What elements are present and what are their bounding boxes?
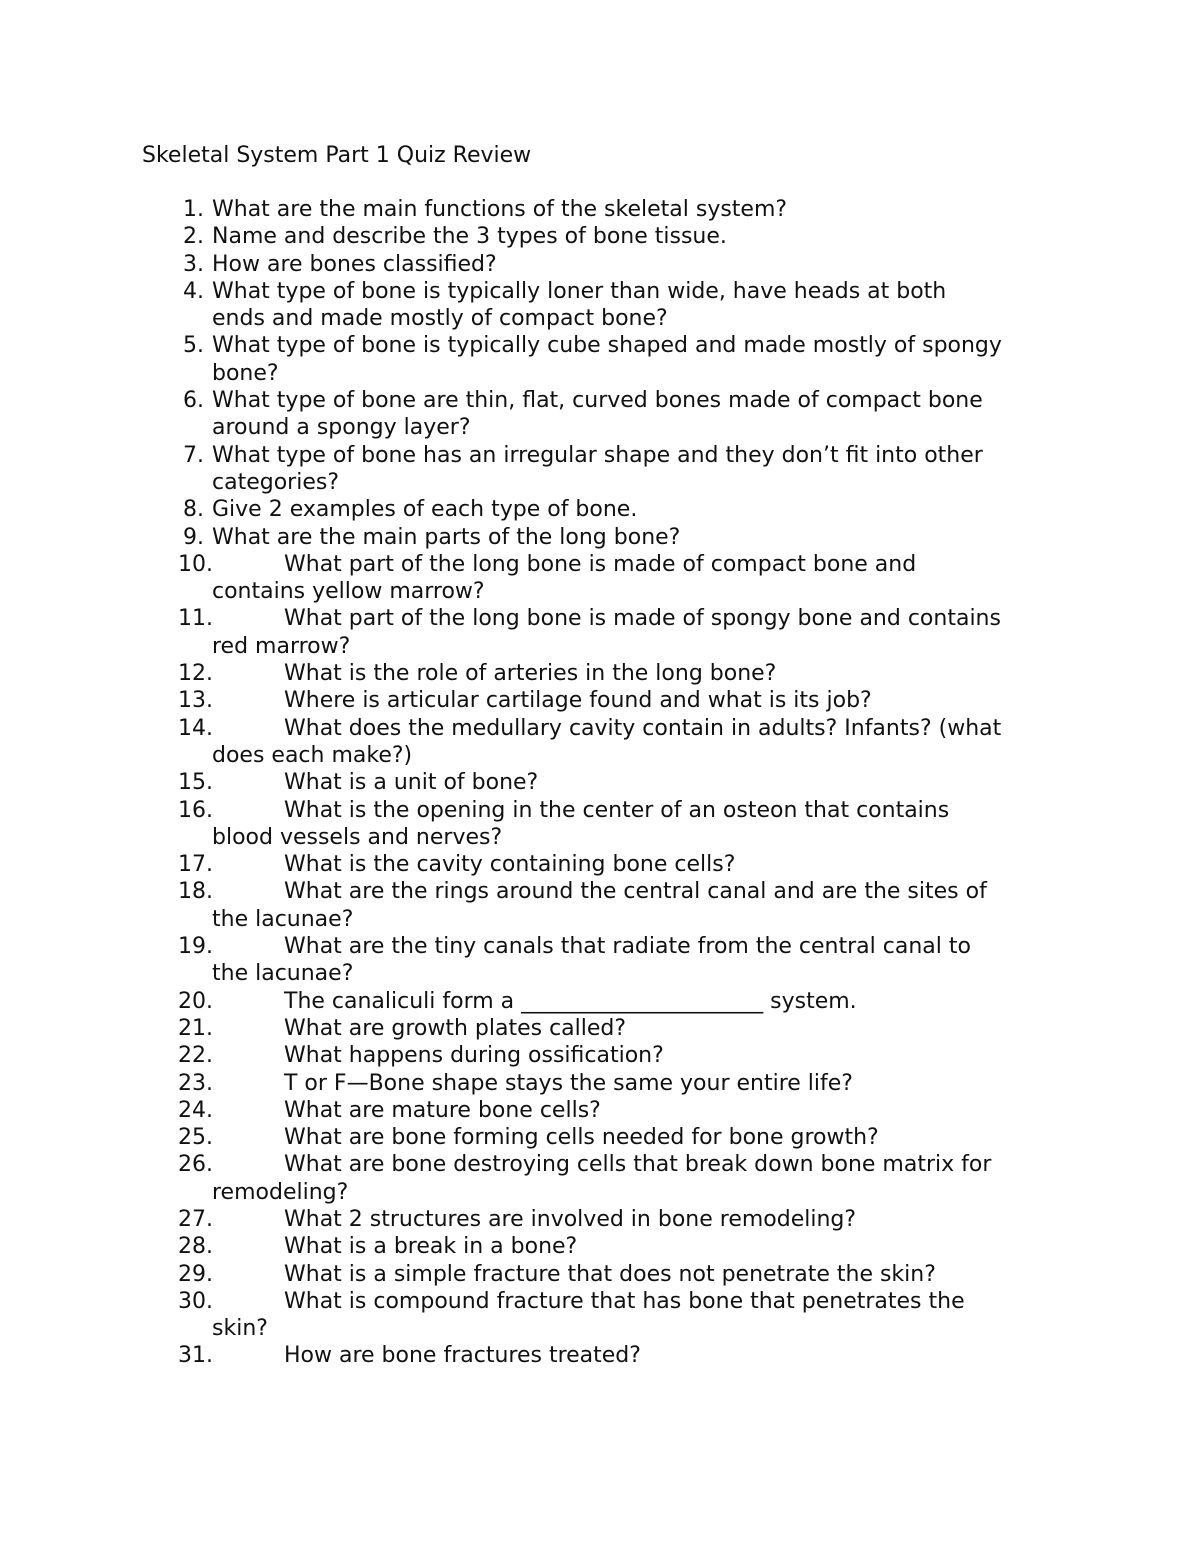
question-item: [0, 1151, 1072, 1206]
question-number: 29.: [178, 1261, 213, 1287]
question-text-line: What 2 structures are involved in bone remodeling?: [284, 1206, 857, 1232]
question-text-line: What type of bone has an irregular shape and they don’t fit into other: [212, 442, 983, 468]
question-text-line: What are bone forming cells needed for bone growth?: [284, 1125, 879, 1151]
question-number: 22.: [178, 1043, 213, 1069]
question-text-line: remodeling?: [212, 1179, 349, 1205]
question-item: [0, 933, 1072, 988]
question-number: 11.: [178, 606, 213, 632]
question-item: [0, 660, 1072, 687]
question-text-line: red marrow?: [212, 633, 351, 659]
question-number: 28.: [178, 1234, 213, 1260]
question-text-line: ends and made mostly of compact bone?: [212, 306, 668, 332]
question-number: 15.: [178, 770, 213, 796]
question-number: 2.: [183, 224, 204, 250]
question-number: 19.: [178, 934, 213, 960]
question-item: [0, 769, 1072, 796]
document-title: Skeletal System Part 1 Quiz Review: [142, 143, 532, 168]
question-text-line: What are the tiny canals that radiate from the central canal to: [284, 934, 971, 960]
question-text-line: What are bone destroying cells that break down bone matrix for: [284, 1152, 992, 1178]
question-item: [0, 442, 1072, 497]
question-text-line: skin?: [212, 1316, 268, 1342]
question-number: 8.: [183, 497, 204, 523]
question-text-line: What is compound fracture that has bone that penetrates the: [284, 1288, 965, 1314]
question-number: 26.: [178, 1152, 213, 1178]
question-number: 5.: [183, 333, 204, 359]
question-text-line: What are mature bone cells?: [284, 1097, 601, 1123]
question-number: 14.: [178, 715, 213, 741]
question-item: [0, 1124, 1072, 1151]
question-text-line: What is a unit of bone?: [284, 770, 539, 796]
question-item: [0, 251, 1072, 278]
question-text-line: What are the rings around the central canal and are the sites of: [284, 879, 987, 905]
question-item: [0, 524, 1072, 551]
question-item: [0, 1233, 1072, 1260]
question-text-line: The canaliculi form a ______________________ system.: [284, 988, 857, 1014]
question-text-line: Give 2 examples of each type of bone.: [212, 497, 638, 523]
question-number: 4.: [183, 278, 204, 304]
question-text-line: What is the opening in the center of an osteon that contains: [284, 797, 950, 823]
question-text-line: blood vessels and nerves?: [212, 824, 503, 850]
question-list: [0, 196, 1200, 1370]
question-text-line: the lacunae?: [212, 961, 354, 987]
question-text-line: does each make?): [212, 742, 413, 768]
question-text-line: What part of the long bone is made of compact bone and: [284, 551, 917, 577]
question-item: [0, 551, 1072, 606]
question-item: [0, 797, 1072, 852]
question-text-line: What happens during ossification?: [284, 1043, 664, 1069]
question-item: [0, 1206, 1072, 1233]
question-number: 21.: [178, 1015, 213, 1041]
question-text-line: the lacunae?: [212, 906, 354, 932]
question-number: 25.: [178, 1125, 213, 1151]
question-text-line: around a spongy layer?: [212, 415, 471, 441]
question-item: [0, 851, 1072, 878]
question-item: [0, 223, 1072, 250]
question-item: [0, 1070, 1072, 1097]
question-number: 3.: [183, 251, 204, 277]
question-item: [0, 332, 1072, 387]
question-text-line: How are bones classified?: [212, 251, 497, 277]
question-item: [0, 1042, 1072, 1069]
question-text-line: categories?: [212, 469, 339, 495]
question-text-line: What type of bone are thin, flat, curved bones made of compact bone: [212, 388, 983, 414]
question-text-line: What is the role of arteries in the long bone?: [284, 661, 777, 687]
question-item: [0, 496, 1072, 523]
question-number: 18.: [178, 879, 213, 905]
question-text-line: Name and describe the 3 types of bone tissue.: [212, 224, 727, 250]
question-number: 1.: [183, 197, 204, 222]
question-item: [0, 1015, 1072, 1042]
question-number: 17.: [178, 852, 213, 878]
question-item: [0, 605, 1072, 660]
question-text-line: What does the medullary cavity contain in adults? Infants? (what: [284, 715, 1002, 741]
question-item: [0, 1261, 1072, 1288]
question-item: [0, 687, 1072, 714]
question-number: 12.: [178, 661, 213, 687]
question-number: 16.: [178, 797, 213, 823]
question-item: [0, 988, 1072, 1015]
question-text-line: What type of bone is typically loner than wide, have heads at both: [212, 278, 947, 304]
question-text-line: What are growth plates called?: [284, 1015, 627, 1041]
question-number: 10.: [178, 551, 213, 577]
question-text-line: T or F—Bone shape stays the same your entire life?: [284, 1070, 853, 1096]
question-number: 13.: [178, 688, 213, 714]
question-text-line: What are the main functions of the skeletal system?: [212, 197, 788, 222]
question-number: 7.: [183, 442, 204, 468]
question-text-line: How are bone fractures treated?: [284, 1343, 641, 1369]
question-number: 9.: [183, 524, 204, 550]
question-text-line: Where is articular cartilage found and what is its job?: [284, 688, 872, 714]
question-text-line: What is the cavity containing bone cells?: [284, 852, 736, 878]
question-number: 24.: [178, 1097, 213, 1123]
question-text-line: contains yellow marrow?: [212, 579, 485, 605]
question-text-line: What type of bone is typically cube shaped and made mostly of spongy: [212, 333, 1002, 359]
question-item: [0, 1288, 1072, 1343]
question-number: 27.: [178, 1206, 213, 1232]
question-item: [0, 196, 1072, 223]
question-item: [0, 715, 1072, 770]
question-item: [0, 1097, 1072, 1124]
question-text-line: What are the main parts of the long bone?: [212, 524, 681, 550]
question-number: 20.: [178, 988, 213, 1014]
question-item: [0, 1342, 1072, 1369]
question-text-line: What is a break in a bone?: [284, 1234, 578, 1260]
question-item: [0, 387, 1072, 442]
question-number: 6.: [183, 388, 204, 414]
question-number: 31.: [178, 1343, 213, 1369]
question-text-line: What is a simple fracture that does not penetrate the skin?: [284, 1261, 936, 1287]
question-number: 30.: [178, 1288, 213, 1314]
question-item: [0, 878, 1072, 933]
question-text-line: bone?: [212, 360, 279, 386]
question-text-line: What part of the long bone is made of spongy bone and contains: [284, 606, 1001, 632]
question-item: [0, 278, 1072, 333]
question-number: 23.: [178, 1070, 213, 1096]
